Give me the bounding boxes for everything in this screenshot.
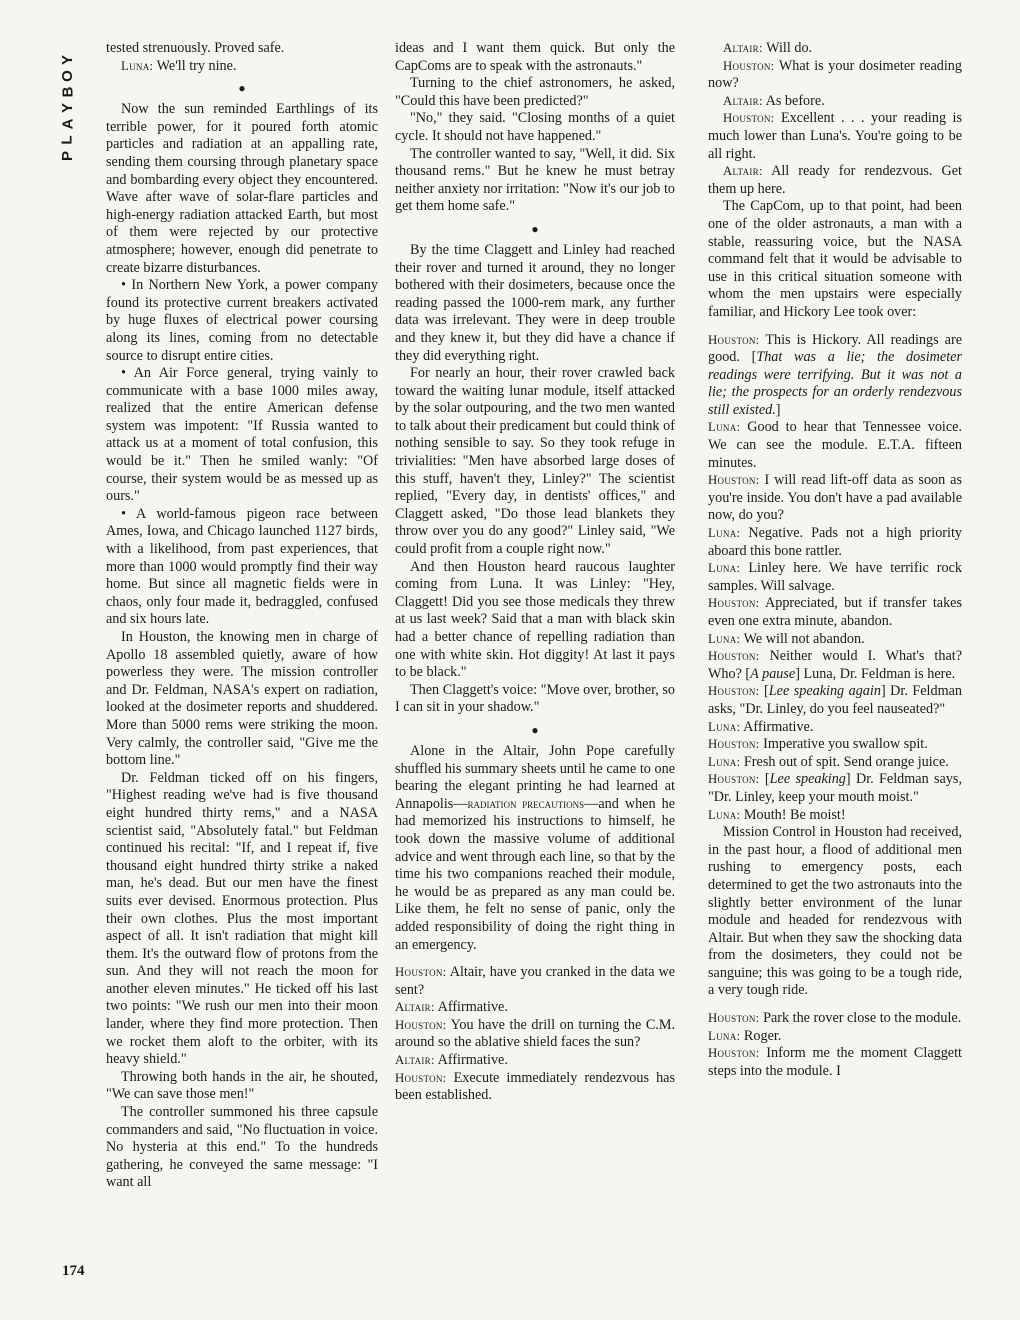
dialogue-text: Roger. xyxy=(740,1027,782,1044)
speaker-label: Luna: xyxy=(121,58,154,73)
section-separator: ● xyxy=(238,81,246,96)
dialogue-line xyxy=(708,595,962,630)
text-column-3 xyxy=(708,40,962,1080)
stage-direction: That was a lie; the dosimeter readings were terrifying. But it was not a lie; the prospects for an orderly rendezvous still existed. xyxy=(708,349,962,418)
paragraph: For nearly an hour, their rover crawled back toward the waiting lunar module, itself attacked by the solar outpouring, and the two men wanted to talk about their predicament but could think of nothing sensible to say. So they took refuge in trivialities: "Men have absorbed large doses of this stuff, haven't they, Linley?" The scientist replied, "Every day, in dentists' offices," and Claggett asked, "Do those lead blankets they throw over you do any good?" Linley said, "We could profit from a couple right now." xyxy=(395,365,675,558)
masthead-letter: L xyxy=(58,135,76,145)
speaker-label: Houston: xyxy=(723,58,775,73)
dialogue-line xyxy=(708,631,962,649)
dialogue-text: We'll try nine. xyxy=(153,57,237,74)
speaker-label: Houston: xyxy=(708,1011,760,1026)
paragraph: Dr. Feldman ticked off on his fingers, "Highest reading we've had is five thousand eight hundred thirty rems," and a NASA scientist said, "Absolutely fatal." but Feldman continued his recital: "If, and I repeat if, five thousand eight hundred thirty strike a naked man, he's dead. But our men have the finest suits ever devised. Enormous protection. Plus their own clothes. Plus the most important aspect of all. It isn't radiation that might kill them. It's the outward flow of protons from the sun. And they will not reach the moon for another eleven minutes." He ticked off his last two points: "We rush our men into their moon lander, where they find more protection. Then we rocket them aloft to the orbiter, with its heavy shield." xyxy=(106,769,378,1068)
paragraph xyxy=(395,743,675,954)
dialogue-line xyxy=(708,754,962,772)
dialogue-line xyxy=(708,332,962,420)
dialogue-line xyxy=(708,807,962,825)
masthead-letter: P xyxy=(58,150,76,162)
speaker-label: Houston: xyxy=(708,473,760,488)
dialogue-block xyxy=(395,964,675,1105)
dialogue-text: We will not abandon. xyxy=(740,630,865,647)
dialogue-line xyxy=(395,964,675,999)
dialogue-text: Good to hear that Tennessee voice. We can see the module. E.T.A. fifteen minutes. xyxy=(708,419,962,471)
text-run: —and when he had memorized his instructions to himself, he took down the massive volume of additional advice and went through each line, so that by the time his two companions reached their module, he would be as prepared as any man could be. Like them, he felt no sense of panic, only the added responsibility of doing the right thing in an emergency. xyxy=(395,795,675,953)
dialogue-block xyxy=(708,1010,962,1080)
dialogue-line xyxy=(708,736,962,754)
paragraph: ideas and I want them quick. But only the CapComs are to speak with the astronauts." xyxy=(395,40,675,74)
dialogue-text: ] xyxy=(775,401,781,418)
dialogue-line xyxy=(708,525,962,560)
speaker-label: Luna: xyxy=(708,526,741,541)
dialogue-text: Execute immediately rendezvous has been established. xyxy=(395,1069,675,1104)
speaker-label: Houston: xyxy=(708,1046,760,1061)
speaker-label: Houston: xyxy=(708,332,760,347)
dialogue-line xyxy=(395,1017,675,1052)
dialogue-text: You have the drill on turning the C.M. around so the ablative shield faces the sun? xyxy=(395,1016,675,1051)
speaker-label: Altair: xyxy=(723,41,763,55)
dialogue-text: Linley here. We have terrific rock samples. Will salvage. xyxy=(708,560,962,594)
masthead-vertical xyxy=(58,52,78,164)
dialogue-text: ] Dr. Feldman asks, "Dr. Linley, do you feel nauseated?" xyxy=(708,683,962,717)
dialogue-line xyxy=(106,58,378,76)
dialogue-line xyxy=(708,472,962,525)
speaker-label: Houston: xyxy=(395,1070,447,1085)
speaker-label: Houston: xyxy=(708,772,760,787)
speaker-label: Luna: xyxy=(708,420,741,435)
paragraph: Turning to the chief astronomers, he asked, "Could this have been predicted?" xyxy=(395,75,675,109)
dialogue-text: This is Hickory. All readings are good. [ xyxy=(708,331,962,366)
masthead-letter: B xyxy=(59,86,76,98)
dialogue-text: Affirmative. xyxy=(434,999,508,1016)
paragraph: The controller summoned his three capsule commanders and said, "No fluctuation in voice. No hysteria at this end." To the hundreds gathering, he conveyed the same message: "I want all xyxy=(106,1104,378,1191)
dialogue-text: Affirmative. xyxy=(434,1052,508,1069)
speaker-label: Houston: xyxy=(723,111,775,126)
speaker-label: Houston: xyxy=(395,1017,447,1032)
speaker-label: Luna: xyxy=(708,719,741,734)
paragraph: • In Northern New York, a power company found its protective current breakers activated by huge fluxes of electrical power coursing along its lines, coming from no detectable source to disrupt entire cities. xyxy=(106,277,378,364)
dialogue-text: All ready for rendezvous. Get them up here. xyxy=(708,163,962,197)
dialogue-line xyxy=(708,771,962,806)
paragraph: By the time Claggett and Linley had reached their rover and turned it around, they no longer bothered with their dosimeters, because once the reading passed the 1000-rem mark, any further data was irrelevant. They were in deep trouble and they knew it, but they did have a chance if they did everything right. xyxy=(395,241,675,364)
section-separator: ● xyxy=(531,722,539,737)
dialogue-line xyxy=(708,1045,962,1080)
paragraph: Throwing both hands in the air, he shouted, "We can save those men!" xyxy=(106,1068,378,1103)
speaker-label: Luna: xyxy=(708,807,741,822)
dialogue-line xyxy=(708,1010,962,1028)
dialogue-line xyxy=(708,163,962,198)
dialogue-line xyxy=(708,648,962,683)
dialogue-text: Imperative you swallow spit. xyxy=(759,736,928,753)
speaker-label: Houston: xyxy=(395,965,447,980)
paragraph: And then Houston heard raucous laughter coming from Luna. It was Linley: "Hey, Claggett! Did you see those medicals they threw at us last week? Said that a man with black skin had a better chance of repelling radiation than one with white skin. Hot diggity! At last it pays to be black." xyxy=(395,558,675,681)
speaker-label: Houston: xyxy=(708,684,760,699)
speaker-label: Altair: xyxy=(723,93,763,108)
dialogue-line xyxy=(708,40,962,58)
masthead-letter: A xyxy=(59,118,76,130)
dialogue-block xyxy=(708,332,962,825)
text-column-2 xyxy=(395,40,675,1105)
dialogue-text: As before. xyxy=(762,92,825,109)
masthead-letter: Y xyxy=(58,54,76,66)
speaker-label: Houston: xyxy=(708,596,760,611)
dialogue-line xyxy=(708,683,962,718)
dialogue-line xyxy=(708,110,962,163)
dialogue-text: [ xyxy=(759,683,769,700)
paragraph: • A world-famous pigeon race between Ames, Iowa, and Chicago launched 1127 birds, with a likelihood, from past experiences, that more than 1000 would promptly find their way home. But since all magnetic fields were in chaos, only four made it, bedraggled, confused and six hours late. xyxy=(106,505,378,628)
paragraph: In Houston, the knowing men in charge of Apollo 18 assembled quietly, aware of how powerless they were. The mission controller and Dr. Feldman, NASA's expert on radiation, looked at the dosimeter reports and shuddered. More than 5000 rems were striking the moon. Very calmly, the controller said, "Give me the bottom line." xyxy=(106,629,378,769)
dialogue-text: Appreciated, but if transfer takes even one extra minute, abandon. xyxy=(708,595,962,629)
dialogue-text: What is your dosimeter reading now? xyxy=(708,57,962,92)
paragraph: Now the sun reminded Earthlings of its terrible power, for it poured forth atomic particles and radiation at an appalling rate, sending them coursing through planetary space and bombarding every object they encountered. Wave after wave of solar-flare particles and high-energy radiation attacked Earth, but most of them were rejected by our protective atmosphere; however, enough did penetrate to create bizarre disturbances. xyxy=(106,101,378,276)
dialogue-text: Affirmative. xyxy=(740,718,814,735)
speaker-label: Luna: xyxy=(708,561,741,576)
paragraph: "No," they said. "Closing months of a quiet cycle. It should not have happened." xyxy=(395,110,675,144)
dialogue-line xyxy=(708,560,962,595)
dialogue-text: Neither would I. What's that? Who? [ xyxy=(708,648,962,682)
paragraph: The controller wanted to say, "Well, it did. Six thousand rems." But he knew he must betray neither anxiety nor irritation: "Now it's our job to get them home safe." xyxy=(395,145,675,215)
stage-direction: A pause xyxy=(750,665,796,682)
dialogue-text: Mouth! Be moist! xyxy=(740,806,846,823)
page-number: 174 xyxy=(62,1263,85,1279)
dialogue-line xyxy=(708,93,962,111)
masthead-letter: O xyxy=(58,70,76,82)
dialogue-line xyxy=(395,1052,675,1070)
dialogue-text: Fresh out of spit. Send orange juice. xyxy=(740,753,949,770)
dialogue-line xyxy=(708,58,962,93)
speaker-label: Altair: xyxy=(723,164,763,179)
speaker-label: Houston: xyxy=(708,737,760,752)
text-run-smallcaps: radiation precautions xyxy=(467,796,585,811)
section-separator: ● xyxy=(531,221,539,236)
dialogue-line xyxy=(708,419,962,472)
dialogue-text: ] Luna, Dr. Feldman is here. xyxy=(795,665,956,682)
speaker-label: Luna: xyxy=(708,1028,741,1043)
dialogue-text: Excellent . . . your reading is much lower than Luna's. You're going to be all right. xyxy=(708,110,962,162)
dialogue-text: Negative. Pads not a high priority aboard this bone rattler. xyxy=(708,525,962,559)
paragraph: Then Claggett's voice: "Move over, brother, so I can sit in your shadow." xyxy=(395,681,675,716)
paragraph: The CapCom, up to that point, had been one of the older astronauts, a man with a stable, reassuring voice, but the NASA command felt that it would be advisable to use in this critical situation someone with whom the men upstairs were especially familiar, and Hickory Lee took over: xyxy=(708,198,962,320)
dialogue-line xyxy=(395,999,675,1017)
masthead-letter: Y xyxy=(58,102,76,114)
paragraph: Mission Control in Houston had received, in the past hour, a flood of additional men rushing to emergency posts, each determined to get the two astronauts into the slightly better environment of the lunar module and headed for rendezvous with Altair. But when they saw the shocking data from the dosimeters, they could not be sanguine; this was going to be a tough ride, a very tough ride. xyxy=(708,824,962,999)
dialogue-line xyxy=(708,719,962,737)
speaker-label: Altair: xyxy=(395,1000,435,1015)
stage-direction: Lee speaking again xyxy=(768,683,881,700)
stage-direction: Lee speaking xyxy=(769,771,846,788)
speaker-label: Houston: xyxy=(708,649,760,664)
paragraph: tested strenuously. Proved safe. xyxy=(106,40,285,56)
dialogue-text: Altair, have you cranked in the data we sent? xyxy=(395,964,675,998)
dialogue-text: Inform me the moment Claggett steps into the module. I xyxy=(708,1045,962,1079)
dialogue-line xyxy=(395,1070,675,1105)
text-run: Alone in the Altair, John Pope carefully shuffled his summary sheets until he came to one bearing the elegant printing he had learned at Annapolis— xyxy=(395,742,675,812)
dialogue-text: Will do. xyxy=(762,40,813,56)
dialogue-text: ] Dr. Feldman says, "Dr. Linley, keep your mouth moist." xyxy=(708,771,963,805)
dialogue-text: [ xyxy=(759,771,770,788)
speaker-label: Altair: xyxy=(395,1053,435,1068)
dialogue-line xyxy=(708,1028,962,1046)
dialogue-text: Park the rover close to the module. xyxy=(759,1010,962,1027)
speaker-label: Luna: xyxy=(708,754,741,769)
text-column-1 xyxy=(106,40,378,1192)
speaker-label: Luna: xyxy=(708,631,741,646)
dialogue-text: I will read lift-off data as soon as you're inside. You don't have a pad available now, do you? xyxy=(708,472,962,524)
paragraph: • An Air Force general, trying vainly to communicate with a base 1000 miles away, realized that the entire American defense system was impotent: "If Russia wanted to attack us at a moment of total confusion, this would be it." Then he smiled wanly: "Of course, their system would be as messed up as ours." xyxy=(106,365,378,505)
